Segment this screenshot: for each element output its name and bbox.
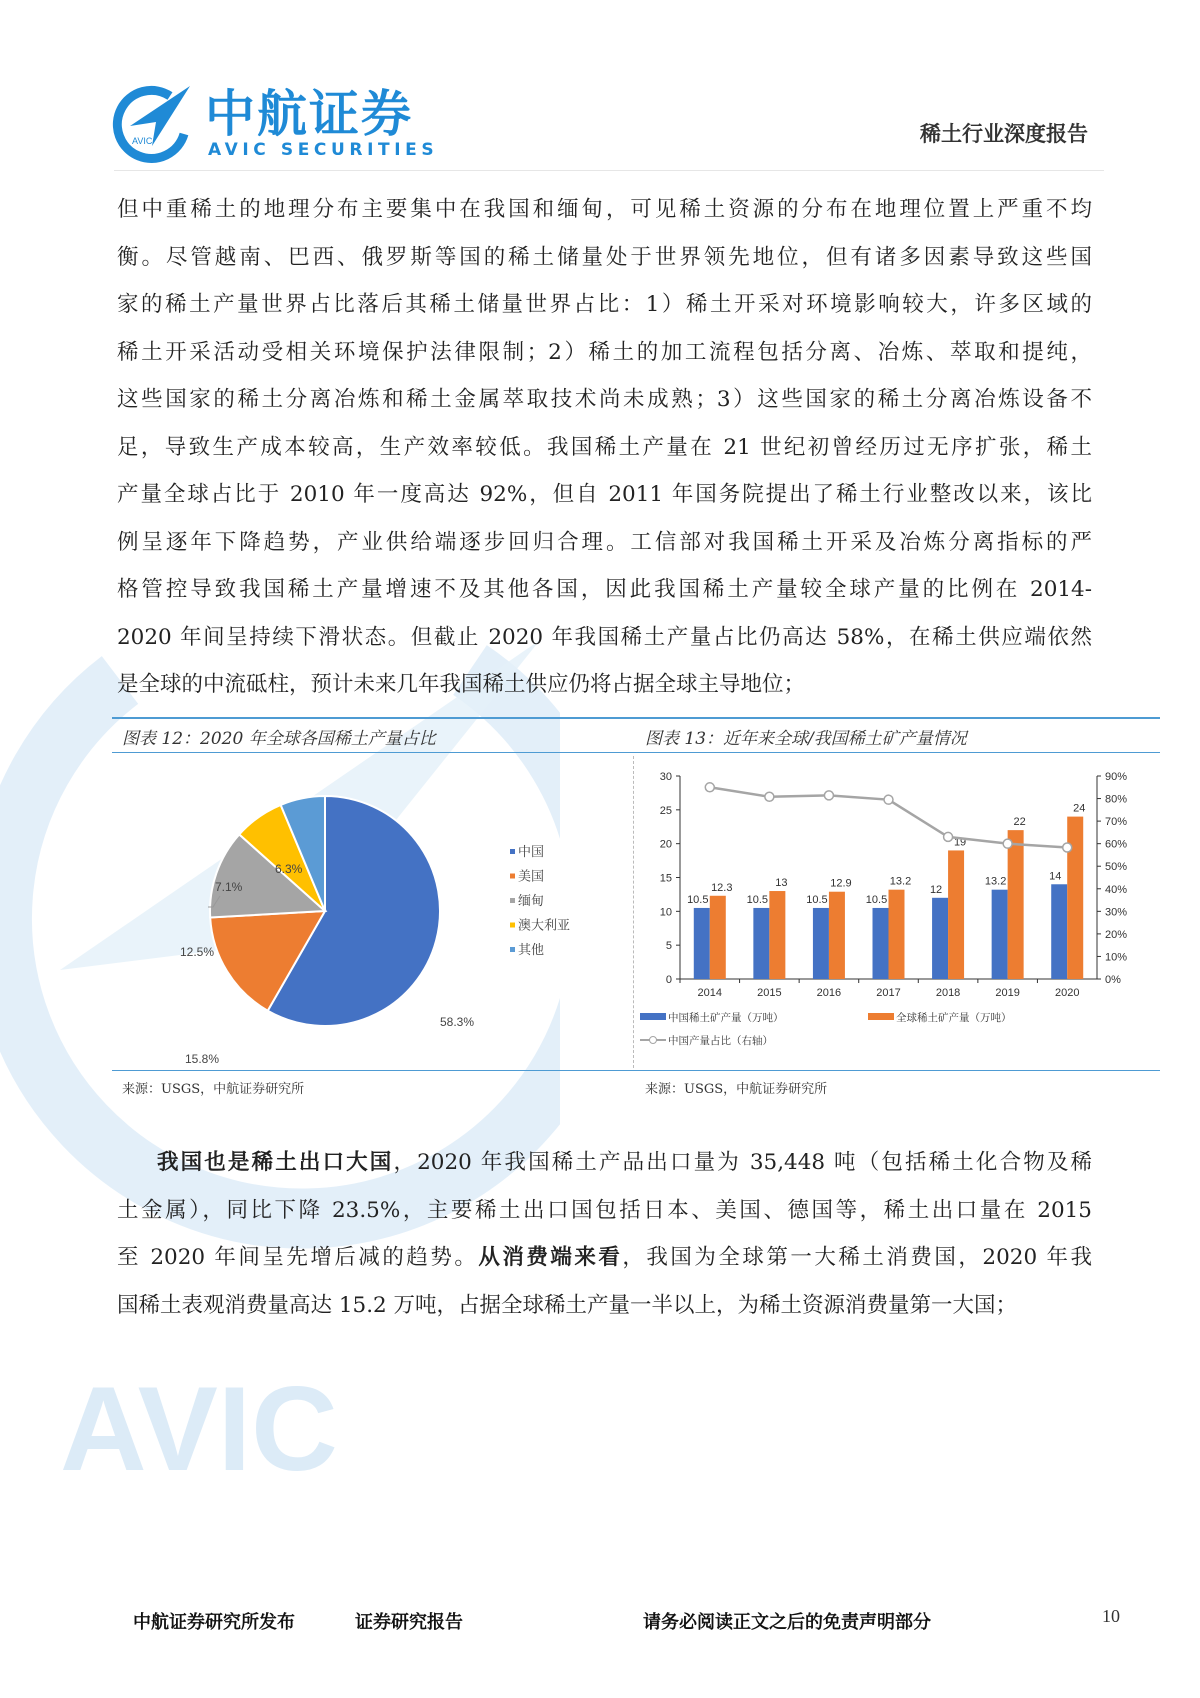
text-line — [117, 1234, 1092, 1282]
y2-tick-label: 50% — [1105, 861, 1128, 874]
logo-cn: 中航证券 — [205, 85, 413, 143]
y2-tick-label: 90% — [1105, 771, 1128, 783]
logo-en: AVIC SECURITIES — [208, 140, 439, 160]
global-bar — [889, 890, 905, 979]
text-segment: ，2020 年我国稀土产品出口量为 35,448 吨（包括稀土化合物及稀 — [393, 1150, 1092, 1175]
pie-data-label: 58.3% — [440, 1015, 475, 1029]
text-segment: 至 2020 年间呈先增后减的趋势。 — [117, 1245, 479, 1270]
y2-tick-label: 70% — [1105, 816, 1128, 829]
text-segment: ，我国为全球第一大稀土消费国，2020 年我 — [622, 1245, 1092, 1270]
y2-tick-label: 20% — [1105, 928, 1128, 941]
x-tick-label: 2018 — [935, 987, 961, 999]
x-tick-label: 2020 — [1054, 987, 1080, 999]
pie-data-label: 6.3% — [275, 862, 303, 876]
pie-data-label: 12.5% — [180, 945, 215, 959]
pie-chart — [120, 756, 630, 1066]
text-line: 足，导致生产成本较高，生产效率较低。我国稀土产量在 21 世纪初曾经历过无序扩张，稀土 — [117, 434, 1092, 460]
bar-data-label: 13 — [775, 877, 788, 890]
share-marker — [705, 783, 714, 792]
bar-data-label: 14 — [1049, 870, 1062, 883]
x-tick-label: 2017 — [876, 987, 901, 999]
y-tick-label: 5 — [665, 940, 672, 953]
y-tick-label: 15 — [659, 872, 672, 885]
paragraph-2 — [117, 1139, 1092, 1329]
legend-marker — [650, 1037, 657, 1044]
legend-label: 中国产量占比（右轴） — [668, 1035, 773, 1047]
legend-label: 全球稀土矿产量（万吨） — [896, 1012, 1012, 1024]
text-segment: 土金属），同比下降 23.5%，主要稀土出口国包括日本、美国、德国等，稀土出口量在 2015 — [117, 1197, 1092, 1223]
x-tick-label: 2019 — [995, 987, 1020, 999]
china-bar — [873, 908, 889, 979]
china-bar — [932, 898, 948, 979]
x-tick-label: 2015 — [757, 987, 782, 999]
global-bar — [1067, 817, 1083, 979]
logo-badge: AVIC — [132, 136, 153, 146]
legend-label: 中国稀土矿产量（万吨） — [668, 1012, 784, 1024]
bar-data-label: 19 — [953, 836, 967, 849]
y-tick-label: 30 — [659, 771, 672, 783]
legend-label: 澳大利亚 — [518, 917, 571, 933]
bar-data-label: 12.3 — [711, 881, 733, 894]
figure12-source: 来源：USGS，中航证券研究所 — [122, 1082, 305, 1097]
legend-label: 其他 — [518, 942, 545, 957]
page-number: 10 — [1102, 1606, 1120, 1626]
china-bar — [1051, 884, 1067, 979]
text-line: 例呈逐年下降趋势，产业供给端逐步回归合理。工信部对我国稀土开采及冶炼分离指标的严 — [117, 529, 1092, 555]
text-line: 格管控导致我国稀土产量增速不及其他各国，因此我国稀土产量较全球产量的比例在 2014- — [117, 577, 1092, 602]
y2-tick-label: 30% — [1105, 906, 1128, 919]
y-tick-label: 10 — [659, 906, 672, 919]
paragraph-1 — [117, 186, 1092, 709]
figure-bottom-rule — [112, 1070, 1160, 1071]
china-bar — [694, 908, 710, 979]
global-bar — [710, 896, 726, 979]
bar-data-label: 10.5 — [865, 893, 888, 906]
global-bar — [769, 891, 785, 979]
bar-data-label: 12 — [929, 883, 943, 896]
bar-data-label: 13.2 — [889, 875, 912, 888]
bar-data-label: 22 — [1013, 816, 1026, 829]
y2-tick-label: 10% — [1105, 951, 1128, 964]
china-bar — [992, 890, 1008, 979]
x-tick-label: 2016 — [816, 987, 842, 999]
text-line: 衡。尽管越南、巴西、俄罗斯等国的稀土储量处于世界领先地位，但有诸多因素导致这些国 — [117, 244, 1092, 270]
x-tick-label: 2014 — [697, 987, 723, 999]
header-divider — [114, 170, 1104, 171]
footer-publisher: 中航证券研究所发布 — [133, 1612, 295, 1633]
text-line: 这些国家的稀土分离冶炼和稀土金属萃取技术尚未成熟；3）这些国家的稀土分离冶炼设备不 — [117, 387, 1092, 412]
text-line: 家的稀土产量世界占比落后其稀土储量世界占比：1）稀土开采对环境影响较大，许多区域的 — [117, 292, 1092, 317]
bold-text: 我国也是稀土出口大国 — [157, 1150, 394, 1175]
footer-report-type: 证券研究报告 — [355, 1612, 463, 1633]
share-marker — [884, 795, 893, 804]
legend-label: 中国 — [518, 844, 545, 859]
text-line — [117, 1139, 1092, 1187]
y-tick-label: 20 — [659, 838, 672, 851]
figure-divider — [633, 756, 634, 1068]
text-line: 但中重稀土的地理分布主要集中在我国和缅甸，可见稀土资源的分布在地理位置上严重不均 — [117, 197, 1092, 222]
global-bar — [948, 850, 964, 979]
legend-swatch — [510, 947, 515, 952]
legend-label: 缅甸 — [518, 893, 545, 908]
share-marker — [765, 792, 774, 801]
bold-text: 从消费端来看 — [478, 1245, 623, 1270]
legend-label: 美国 — [518, 868, 545, 884]
legend-swatch — [510, 898, 515, 903]
share-marker — [1063, 843, 1072, 852]
figure-title-rule — [112, 752, 1160, 753]
pie-data-label: 15.8% — [185, 1052, 220, 1066]
share-marker — [944, 832, 953, 841]
bar-line-chart — [640, 760, 1160, 1065]
figure13-title: 图表 13：近年来全球/我国稀土矿产量情况 — [645, 729, 967, 749]
avic-logo-icon — [112, 84, 192, 164]
watermark-text: AVIC — [60, 1362, 338, 1496]
global-bar — [829, 892, 845, 979]
text-segment: 国稀土表观消费量高达 15.2 万吨，占据全球稀土产量一半以上，为稀土资源消费量第一大国； — [117, 1292, 1018, 1318]
y2-tick-label: 40% — [1105, 883, 1128, 896]
figure12-title: 图表 12：2020 年全球各国稀土产量占比 — [122, 729, 436, 749]
bar-data-label: 13.2 — [984, 875, 1007, 888]
y2-tick-label: 0% — [1105, 974, 1121, 986]
china-bar — [813, 908, 829, 979]
text-line: 是全球的中流砥柱，预计未来几年我国稀土供应仍将占据全球主导地位； — [117, 672, 806, 697]
legend-swatch — [640, 1013, 666, 1020]
footer-disclaimer: 请务必阅读正文之后的免责声明部分 — [643, 1612, 931, 1633]
legend-swatch — [868, 1013, 894, 1020]
bar-data-label: 10.5 — [687, 893, 709, 906]
bar-data-label: 24 — [1073, 802, 1086, 815]
legend-swatch — [510, 874, 515, 879]
legend-swatch — [510, 923, 515, 928]
share-marker — [1003, 839, 1012, 848]
report-title: 稀土行业深度报告 — [920, 122, 1088, 146]
figure-top-rule — [112, 717, 1160, 719]
y-tick-label: 0 — [665, 974, 672, 986]
figure13-source: 来源：USGS，中航证券研究所 — [645, 1082, 828, 1097]
legend-swatch — [510, 849, 515, 854]
bar-data-label: 12.9 — [830, 877, 852, 890]
y2-tick-label: 80% — [1105, 793, 1128, 806]
global-bar — [1008, 830, 1024, 979]
text-line — [117, 1282, 1092, 1330]
text-line — [117, 1187, 1092, 1235]
china-bar — [753, 908, 769, 979]
bar-data-label: 10.5 — [806, 893, 828, 906]
y2-tick-label: 60% — [1105, 838, 1128, 851]
pie-data-label: 7.1% — [215, 880, 243, 894]
y-tick-label: 25 — [659, 804, 672, 817]
share-marker — [824, 791, 833, 800]
text-line: 稀土开采活动受相关环境保护法律限制；2）稀土的加工流程包括分离、冶炼、萃取和提纯， — [117, 339, 1092, 365]
bar-data-label: 10.5 — [746, 893, 769, 906]
text-line: 产量全球占比于 2010 年一度高达 92%，但自 2011 年国务院提出了稀土行业整改以来，该比 — [117, 482, 1092, 507]
text-line: 2020 年间呈持续下滑状态。但截止 2020 年我国稀土产量占比仍高达 58%，在稀土供应端依然 — [117, 624, 1092, 650]
